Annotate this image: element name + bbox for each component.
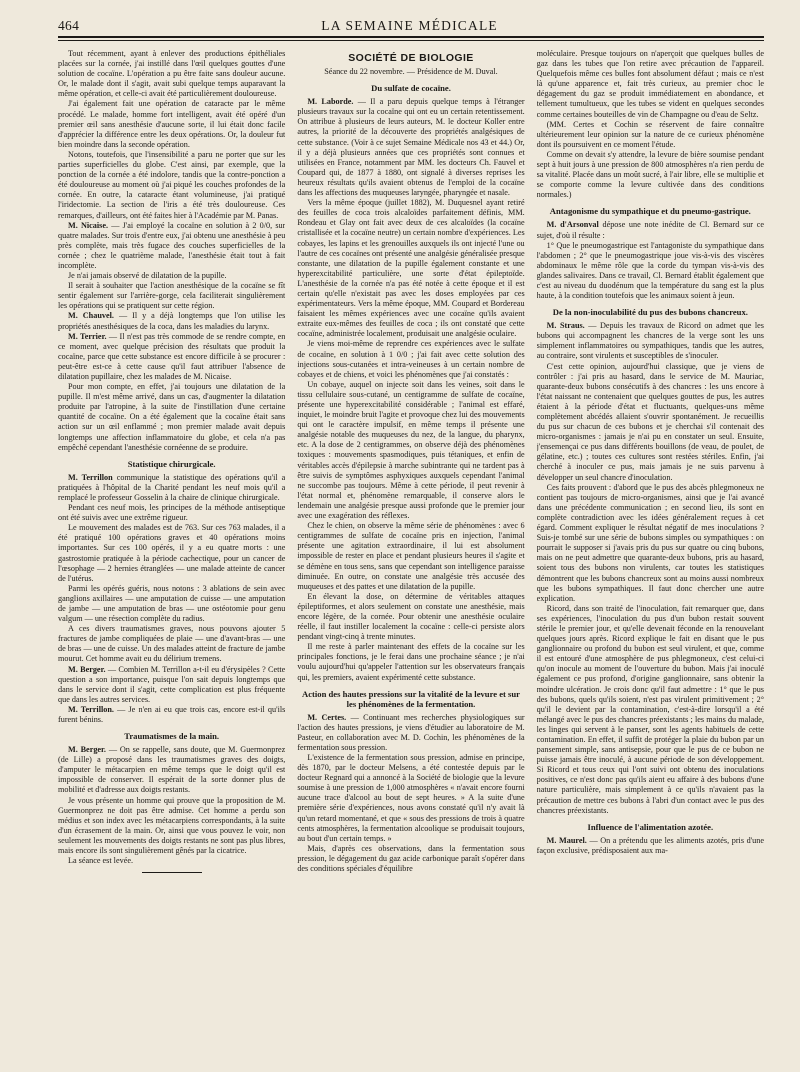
speaker-name: M. Laborde.	[307, 97, 354, 107]
paragraph: Vers la même époque (juillet 1882), M. Duquesnel ayant retiré des feuilles de coca trois alcaloïdes parfaitement définis, MM. Rondeau et Glay ont fait avec deux de ces alcaloïdes (la cocaïne cristallisée et la cocaïne neutre) un certain nombre d'expériences. Les cobayes, les lapins et les grenouilles auxquels ils ont injecté l'une ou l'autre de ces cocaïnes ont présenté une analgésie généralisée presque constante, une dilatation de la pupille également constante et une hyperexcitabilité particulière, une sorte d'état épileptoïde. L'anesthésie de la cornée n'a pas été notée à cette époque et il est certain qu'elle n'existait pas avec les doses employées par ces expérimentateurs. Vers la même époque, MM. Coupard et Bordereau faisaient les mêmes expériences avec une cocaïne qu'ils avaient extraite eux-mêmes des feuilles de coca ; ils ont constaté que cette cocaïne, administrée localement, produisait une analgésie oculaire.	[297, 198, 525, 339]
journal-title: LA SEMAINE MÉDICALE	[321, 18, 498, 33]
speech-text: — Depuis les travaux de Ricord on admet que les bubons qui accompagnent les chancres de la verge sont les uns simplement inflammatoires ou sympathiques, tandis que les autres, au contraire, sont virulents et susceptibles de s'inoculer.	[536, 321, 764, 361]
section-heading: Statistique chirurgicale.	[127, 458, 216, 469]
end-separator	[142, 872, 202, 873]
paragraph: Je viens moi-même de reprendre ces expériences avec le sulfate de cocaïne, en solution à 1 0/0 ; j'ai fait avec cette solution des injections sous-cutanées et intra-veineuses à un certain nombre de cobayes et de chiens, et voici les phénomènes que j'ai constatés :	[297, 339, 525, 379]
speech-text: dépose une note inédite de Cl. Bernard sur ce sujet, d'où il résulte :	[536, 220, 764, 240]
speech-text: — Je n'en ai eu que trois cas, encore est-il qu'ils furent bénins.	[58, 704, 286, 724]
paragraph: Il serait à souhaiter que l'action anesthésique de la cocaïne se fît sentir également sur l'arrière-gorge, cela faciliterait singulièrement les opérations qui se pratiquent sur cette région.	[58, 281, 286, 311]
paragraph	[537, 836, 764, 856]
paragraph	[537, 321, 764, 361]
page-number: 464	[58, 18, 80, 33]
section-heading: Traumatismes de la main.	[124, 731, 220, 742]
paragraph: Le mouvement des malades est de 763. Sur ces 763 malades, il a été pratiqué 100 opérations graves et 40 opérations moins importantes. Sur ces 100 opérés, il y a eu quatre morts : une gastrostomie pratiquée à la période cachectique, pour un cancer de l'œsophage — 2 hernies étranglées — une malade atteinte de cancer de l'utérus.	[58, 523, 286, 583]
section-heading: Influence de l'alimentation azotée.	[587, 821, 714, 832]
speech-text: — On a prétendu que les aliments azotés, pris d'une façon exclusive, prédisposaient aux ma-	[536, 835, 764, 855]
paragraph: Je vous présente un homme qui prouve que la proposition de M. Guermonprez ne doit pas être admise. Cet homme a perdu son médius et son index avec les métacarpiens correspondants, à la suite d'un écrasement de la main. Or, ainsi que vous pouvez le voir, non seulement les mouvements des doigts restants ne sont pas plus libres, mais encore ils sont singulièrement gênés par la cicatrice.	[58, 795, 286, 856]
paragraph: Comme on devait s'y attendre, la levure de bière soumise pendant sept à huit jours à une pression de 800 atmosphères n'a rien perdu de sa vitalité. Placée dans un moût sucré, à l'air libre, elle se multiplie et se comporte comme la levure cultivée dans des conditions normales.)	[536, 149, 764, 200]
speaker-name: M. Certes.	[307, 712, 347, 722]
section-heading: Antagonisme du sympathique et du pneumo-gastrique.	[549, 206, 751, 217]
speaker-name: M. Chauvel.	[68, 311, 114, 321]
speech-text: — On se rappelle, sans doute, que M. Guermonprez (de Lille) a proposé dans les traumatismes graves des doigts, d'amputer le métacarpien en même temps que le doigt qu'il est impossible de conserver. Il espérait de la sorte donner plus de mobilité et d'adresse aux doigts restants.	[58, 745, 286, 795]
paragraph	[58, 221, 285, 271]
column-left	[58, 49, 285, 1049]
society-title: SOCIÉTÉ DE BIOLOGIE	[348, 52, 474, 64]
section-heading: Action des hautes pressions sur la vitalité de la levure et sur les phénomènes de la fermentation.	[302, 688, 520, 709]
speaker-name: M. Terrillon	[68, 472, 113, 482]
paragraph: L'existence de la fermentation sous pression, admise en principe, dès 1870, par le docteur Melsens, a été contestée depuis par le docteur Regnard qui a annoncé à la Société de biologie que la levure soumise à une pression de 1,000 atmosphères « n'avait encore fourni aucune trace d'alcool au bout de sept heures. » A la suite d'une première série d'expériences, nous avons constaté qu'il n'y avait là qu'un retard momentané, et que « sous des pressions de trois à quatre cents atmosphères, la fermentation alcoolique se produisait toujours, au bout d'un certain temps. »	[297, 753, 525, 843]
paragraph: En élevant la dose, on détermine de véritables attaques épileptiformes, et alors seulement on constate une anesthésie, mais encore légère, de la cornée. Pour obtenir une anesthésie oculaire réelle, il faut instiller localement la cocaïne : celle-ci persiste alors pendant vingt-cinq à trente minutes.	[297, 591, 525, 642]
running-head	[58, 18, 764, 38]
paragraph	[58, 665, 285, 705]
speech-text: — Il a paru depuis quelque temps à l'étranger plusieurs travaux sur la cocaïne qui ont eu un certain retentissement. On attribue à plusieurs de leurs auteurs, M. le docteur Koller entre autres, la priorité de la découverte des propriétés analgésiques de cette substance. (Voir à ce sujet Semaine Médicale nos 43 et 44.) Or, il y a déjà plusieurs années que ces propriétés sont connues et utilisées en France, notamment par MM. les docteurs Ch. Fauvel et Coupard qui, de 1877 à 1880, ont signalé à diverses reprises les heureux résultats qu'ils avaient obtenus de l'emploi de la cocaïne dans les affections des muqueuses laryngée, pharyngée et nasale.	[297, 97, 525, 198]
paragraph: Un cobaye, auquel on injecte soit dans les veines, soit dans le tissu cellulaire sous-cutané, un centigramme de sulfate de cocaïne, présente une hyperexcitabilité considérable ; l'animal est effaré, inquiet, le moindre bruit l'agite et provoque chez lui des mouvements qui ont le caractère impulsif, en même temps il présente une analgésie notable des muqueuses du nez, de la langue, du pharynx, etc. A la dose de 2 centigrammes, on observe déjà des phénomènes toxiques : mouvements spasmodiques, puis tétaniques, et enfin de véritables accès d'épilepsie à marche subintrante qui ne tardent pas à être suivis de symptômes asphyxiques auxquels cependant l'animal ne succombe pas toujours. Même à cette période, il peut revenir à l'état normal et, phénomène remarquable, il conserve alors le lendemain une analgésie presque aussi profonde que le premier jour avec une exagération des réflexes.	[297, 379, 525, 521]
paragraph	[58, 705, 285, 725]
paragraph	[58, 473, 285, 503]
section-heading: Du sulfate de cocaïne.	[371, 83, 451, 94]
speaker-name: M. Terrillon.	[68, 704, 114, 714]
paragraph: moléculaire. Presque toujours on n'aperçoit que quelques bulles de gaz dans les tubes que l'on retire avec précaution de l'appareil. Quelquefois même ces bulles font absolument défaut ; mais ce n'est là qu'une apparence et, fait très curieux, au premier choc le dégagement du gaz se produit immédiatement en abondance, et tellement tumultueux, que les tubes se vident en quelques secondes comme certaines bouteilles de vin de Champagne ou d'eau de Seltz.	[536, 49, 764, 119]
speaker-name: M. Terrier.	[68, 331, 107, 341]
speech-text: communique la statistique des opérations qu'il a pratiquées à l'hôpital de la Charité pendant les neuf mois qu'il a remplacé le professeur Gosselin à la chaire de clinique chirurgicale.	[58, 472, 286, 502]
paragraph: Ricord, dans son traité de l'inoculation, fait remarquer que, dans ses expériences, l'inoculation du pus d'un bubon restait souvent stérile le premier jour, et qu'elle devenait féconde en la renouvelant quelques jours après. Ricord explique le fait en disant que le pus ganglionnaire ou profond du bubon est seul virulent, et que, comme il est entouré d'une atmosphère de pus phlegmoneux, c'est celui-ci qu'on inocule au moment de l'ouverture du bubon. Mais j'ai inoculé également ce pus profond, d'origine ganglionnaire, sans obtenir la moindre ulcération. Je crois donc qu'il faut admettre : 1° que le pus des bubons, quels qu'ils soient, n'est pas virulent primitivement ; 2° qu'il le devient par la contamination, c'est-à-dire lorsqu'il a été mélangé avec le pus des chancres préexistants ; les mains du malade, les linges qui servent à le panser, sont les agents habituels de cette contamination. En effet, il suffit de protéger la plaie du bubon par un pansement simple, sans antisepsie, pour que le pus de ce bubon ne puisse jamais être inoculé, à aucune période de son développement. Si Ricord et tous ceux qui l'ont suivi ont obtenu des inoculations positives, ce n'est donc pas qu'ils aient eu affaire à des bubons d'une nature particulière, mais simplement à ce qu'ils n'avaient pas la précaution de mettre ces bubons à l'abri d'un contact avec le pus des chancres préexistants.	[536, 603, 764, 815]
paragraph: J'ai également fait une opération de cataracte par le même procédé. Le malade, homme fort intelligent, avait été opéré d'un premier œil sans anesthésie d'aucune sorte, il lui était donc facile d'apprécier la différence entre les deux opérations. Or, la douleur fut bien moindre dans la seconde opération.	[58, 99, 286, 149]
paragraph: Notons, toutefois, que l'insensibilité a paru ne porter que sur les parties superficielles du globe. C'est ainsi, par exemple, que la ponction de la cornée a été indolore, tandis que la contre-ponction a été douloureuse au moment où j'ai piqué les couches profondes de la cornée. En outre, la cataracte étant volumineuse, j'ai pratiqué l'iridectomie. La section de l'iris a été très douloureuse. Ces remarques, d'ailleurs, ont été faites hier à l'Académie par M. Panas.	[58, 149, 286, 220]
paragraph: Pendant ces neuf mois, les principes de la méthode antiseptique ont été suivis avec une extrême rigueur.	[58, 503, 286, 523]
paragraph	[58, 745, 285, 795]
paragraph: (MM. Certes et Cochin se réservent de faire connaître ultérieurement leur opinion sur la nature de ce curieux phénomène dont ils poursuivent en ce moment l'étude.	[536, 119, 764, 149]
paragraph: Pour mon compte, en effet, j'ai toujours une dilatation de la pupille. Il m'est même arrivé, dans un cas, d'augmenter la dilatation produite par l'atropine, à la suite de l'instillation d'une certaine quantité de cocaïne. On a été également que la cocaïne était sans action sur un œil enflammé ; mon premier malade avait depuis longtemps une affection inflammatoire du globe, et cela n'a pas empêché cependant l'anesthésie cornéenne de se produire.	[58, 382, 286, 452]
paragraph: 1° Que le pneumogastrique est l'antagoniste du sympathique dans l'abdomen ; 2° que le pneumogastrique joue vis-à-vis des viscères abdominaux le même rôle que la corde du tympan vis-à-vis des glandes salivaires. Dans ce travail, Cl. Bernard établit également que c'est au niveau du duodénum que la température du sang est la plus haute, à la condition toutefois que les animaux soient à jeun.	[536, 240, 764, 301]
seance-line: Séance du 22 novembre. — Présidence de M. Duval.	[324, 67, 498, 77]
paragraph: C'est cette opinion, aujourd'hui classique, que je viens de contrôler : j'ai pris au hasard, dans le service de M. Mauriac, quarante-deux bubons consécutifs à des chancres : les uns encore à l'état naissant ne contenaient que quelques gouttes de pus, les autres étaient à la période d'état et fluctuants, quelques-uns même complètement abcédés allaient s'ouvrir spontanément. Je recueillis du pus sur chacun de ces bubons et je cherchai s'il contenait des micro-organismes : jamais je n'ai pu en constater un seul. Ensuite, j'ensemençai ce pus dans différents bouillons (de veau, de poulet, de gélatine, etc.) ; toutes ces cultures sont restées stériles. Enfin, j'ai cherché à inoculer ce pus, mais jamais je ne suis parvenu à développer un seul chancre d'inoculation.	[536, 361, 764, 482]
paragraph: Chez le chien, on observe la même série de phénomènes : avec 6 centigrammes de sulfate de cocaïne pris en injection, l'animal présente une agitation extraordinaire, il lui est absolument impossible de rester en place et pendant plusieurs heures il s'agite et se démène en tous sens, sans que cependant son intelligence paraisse diminuée. En outre, on constate une analgésie très accusée des muqueuses et des pattes et une dilatation de la pupille.	[297, 521, 525, 591]
speaker-name: M. Maurel.	[546, 835, 587, 845]
section-heading: De la non-inoculabilité du pus des bubons chancreux.	[552, 307, 748, 318]
three-column-body	[58, 49, 764, 1049]
paragraph: Je n'ai jamais observé de dilatation de la pupille.	[68, 271, 227, 281]
paragraph: Parmi les opérés guéris, nous notons : 3 ablations de sein avec ganglions axillaires — une amputation de cuisse — une amputation de jambe — une amputation de bras — une ostéotomie pour genu valgum — une résection complète du radius.	[58, 583, 286, 624]
column-middle	[297, 49, 524, 1049]
speech-text: — Il y a déjà longtemps que l'on utilise les propriétés anesthésiques de la coca, dans les maladies du larynx.	[58, 311, 286, 331]
speech-text: — Combien M. Terrillon a-t-il eu d'érysipèles ? Cette question a son importance, puisque l'on sait depuis longtemps que dans le service dont il s'agit, cette complication est plus fréquente que dans les autres services.	[58, 664, 286, 704]
speaker-name: M. d'Arsonval	[546, 220, 599, 230]
paragraph	[58, 311, 285, 331]
header-rule	[58, 40, 764, 41]
speaker-name: M. Straus.	[546, 321, 585, 331]
speech-text: — Il n'est pas très commode de se rendre compte, en ce moment, avec quelque précision des résultats que produit la cocaïne, parce que cette substance est encore difficile à se procurer : peut-être est-ce à cette cause qu'il faut attribuer l'absence de dilatation pupillaire, chez les malades de M. Nicaise.	[58, 331, 286, 381]
speaker-name: M. Berger.	[68, 664, 106, 674]
paragraph: Tout récemment, ayant à enlever des productions épithéliales placées sur la cornée, j'ai instillé dans l'œil quelques gouttes d'une solution de cocaïne. L'opération a pu être faite sans douleur aucune. Or, le malade dont il s'agit, avait subi quelque temps auparavant la même opération, et celle-ci avait été particulièrement douloureuse.	[58, 49, 286, 99]
speech-text: — J'ai employé la cocaïne en solution à 2 0/0, sur quatre malades. Sur trois d'entre eux, j'ai obtenu une anesthésie à peu près complète, mais très fugace des couches superficielles de la cornée ; chez le quatrième malade, l'anesthésie était tout à fait incomplète.	[58, 220, 286, 270]
paragraph	[58, 332, 285, 382]
paragraph: La séance est levée.	[68, 856, 134, 866]
paragraph: Ces faits prouvent : d'abord que le pus des abcès phlegmoneux ne contient pas toujours de micro-organismes, ainsi que je l'ai avancé dans une précédente communication ; en second lieu, ils sont en complète contradiction avec les idées généralement reçues à cet égard. Comment expliquer le résultat négatif de mes inoculations ? Suis-je tombé sur une série de bubons simples ou sympathiques : on pourrait le supposer si j'avais pris du pus sur quatre ou cinq bubons, mais on ne peut admettre que quarante-deux bubons, pris au hasard, soient tous des bubons non virulents, car toutes les statistiques démontrent que les bubons chancreux sont au moins aussi nombreux que les bubons sympathiques. Il faut donc chercher une autre explication.	[536, 482, 764, 603]
speaker-name: M. Berger.	[68, 745, 106, 755]
paragraph	[297, 97, 524, 198]
paragraph	[537, 220, 764, 240]
paragraph: A ces divers traumatismes graves, nous pouvons ajouter 5 fractures de jambe compliquées de plaie — une d'avant-bras — une de bras — une de cuisse. Un des malades atteint de fracture de jambe mourut. Cet homme avait eu du délirium tremens.	[58, 624, 286, 664]
paragraph	[297, 713, 524, 753]
paragraph: Il me reste à parler maintenant des effets de la cocaïne sur les principales fonctions, je le ferai dans une prochaine séance ; je n'ai voulu aujourd'hui qu'appeler l'attention sur les observateurs français qui, les premiers, avaient expérimenté cette substance.	[297, 642, 525, 682]
column-right	[537, 49, 764, 1049]
paragraph: Mais, d'après ces observations, dans la fermentation sous pression, le dégagement du gaz acide carbonique paraît s'opérer dans des conditions spéciales d'équilibre	[297, 843, 525, 874]
speaker-name: M. Nicaise.	[68, 220, 109, 230]
speech-text: — Continuant mes recherches physiologiques sur l'action des hautes pressions, je viens d'étudier au laboratoire de M. Pasteur, en collaboration avec M. D. Cochin, les phénomènes de la fermentation sous pression.	[297, 712, 525, 752]
